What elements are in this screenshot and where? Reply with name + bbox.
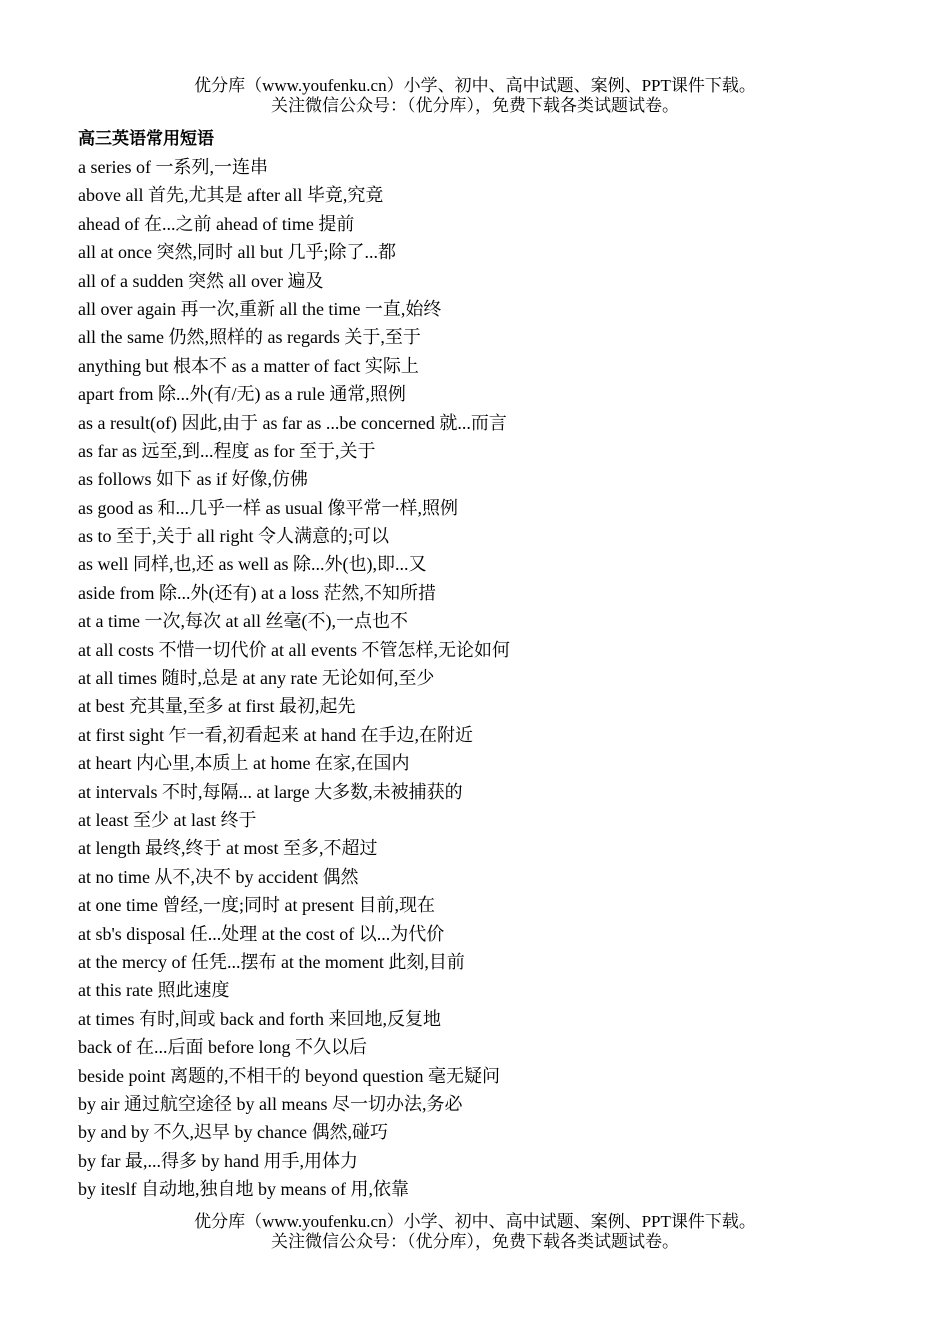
page-footer [0, 1212, 950, 1252]
document-title: 高三英语常用短语 [78, 129, 214, 149]
phrase-line: at all times 随时,总是 at any rate 无论如何,至少 [78, 668, 435, 689]
header-line-1: 优分库（www.youfenku.cn）小学、初中、高中试题、案例、PPT课件下载。 [194, 76, 756, 95]
phrase-line: beside point 离题的,不相干的 beyond question 毫无疑问 [78, 1065, 500, 1086]
phrase-line: at a time 一次,每次 at all 丝毫(不),一点也不 [78, 611, 408, 632]
header-line-2: 关注微信公众号：（优分库），免费下载各类试题试卷。 [271, 96, 679, 115]
phrase-line: back of 在...后面 before long 不久以后 [78, 1037, 367, 1058]
phrase-line: a series of 一系列,一连串 [78, 157, 268, 177]
phrase-line: at all costs 不惜一切代价 at all events 不管怎样,无论如何 [78, 639, 510, 660]
phrase-line: as good as 和...几乎一样 as usual 像平常一样,照例 [78, 497, 458, 518]
phrase-line: as far as 远至,到...程度 as for 至于,关于 [78, 440, 376, 461]
phrase-line: at this rate 照此速度 [78, 980, 230, 1001]
phrase-line: above all 首先,尤其是 after all 毕竟,究竟 [78, 185, 384, 206]
phrase-line: at best 充其量,至多 at first 最初,起先 [78, 696, 356, 717]
phrase-line: by and by 不久,迟早 by chance 偶然,碰巧 [78, 1122, 388, 1143]
phrase-line: all of a sudden 突然 all over 遍及 [78, 270, 324, 291]
phrase-line: aside from 除...外(还有) at a loss 茫然,不知所措 [78, 582, 436, 603]
phrase-line: all the same 仍然,照样的 as regards 关于,至于 [78, 327, 421, 348]
phrase-line: at length 最终,终于 at most 至多,不超过 [78, 838, 378, 859]
phrase-line: at least 至少 at last 终于 [78, 809, 257, 830]
footer-line-2: 关注微信公众号：（优分库），免费下载各类试题试卷。 [271, 1232, 679, 1251]
phrase-line: as to 至于,关于 all right 令人满意的;可以 [78, 526, 389, 547]
phrase-line: at first sight 乍一看,初看起来 at hand 在手边,在附近 [78, 724, 473, 745]
phrase-line: at no time 从不,决不 by accident 偶然 [78, 866, 359, 887]
phrase-line: at heart 内心里,本质上 at home 在家,在国内 [78, 753, 410, 774]
phrase-line: all at once 突然,同时 all but 几乎;除了...都 [78, 242, 396, 263]
phrase-line: apart from 除...外(有/无) as a rule 通常,照例 [78, 384, 406, 405]
footer-line-1: 优分库（www.youfenku.cn）小学、初中、高中试题、案例、PPT课件下载。 [194, 1212, 756, 1231]
phrase-line: as well 同样,也,还 as well as 除...外(也),即...又 [78, 554, 427, 575]
phrase-line: by air 通过航空途径 by all means 尽一切办法,务必 [78, 1093, 463, 1114]
phrase-line: as a result(of) 因此,由于 as far as ...be concerned 就...而言 [78, 412, 507, 433]
phrase-line: by far 最,...得多 by hand 用手,用体力 [78, 1150, 358, 1171]
phrase-line: at one time 曾经,一度;同时 at present 目前,现在 [78, 895, 435, 916]
phrase-line: anything but 根本不 as a matter of fact 实际上 [78, 355, 419, 376]
phrase-list [78, 153, 510, 1203]
phrase-line: at intervals 不时,每隔... at large 大多数,未被捕获的 [78, 781, 463, 802]
phrase-line: as follows 如下 as if 好像,仿佛 [78, 469, 308, 490]
phrase-line: at sb's disposal 任...处理 at the cost of 以...为代价 [78, 923, 445, 944]
phrase-line: ahead of 在...之前 ahead of time 提前 [78, 213, 355, 234]
phrase-line: all over again 再一次,重新 all the time 一直,始终 [78, 298, 442, 319]
phrase-line: at times 有时,间或 back and forth 来回地,反复地 [78, 1008, 441, 1029]
phrase-line: by iteslf 自动地,独自地 by means of 用,依靠 [78, 1179, 409, 1200]
page-header [0, 76, 950, 116]
phrase-line: at the mercy of 任凭...摆布 at the moment 此刻,目前 [78, 951, 465, 972]
